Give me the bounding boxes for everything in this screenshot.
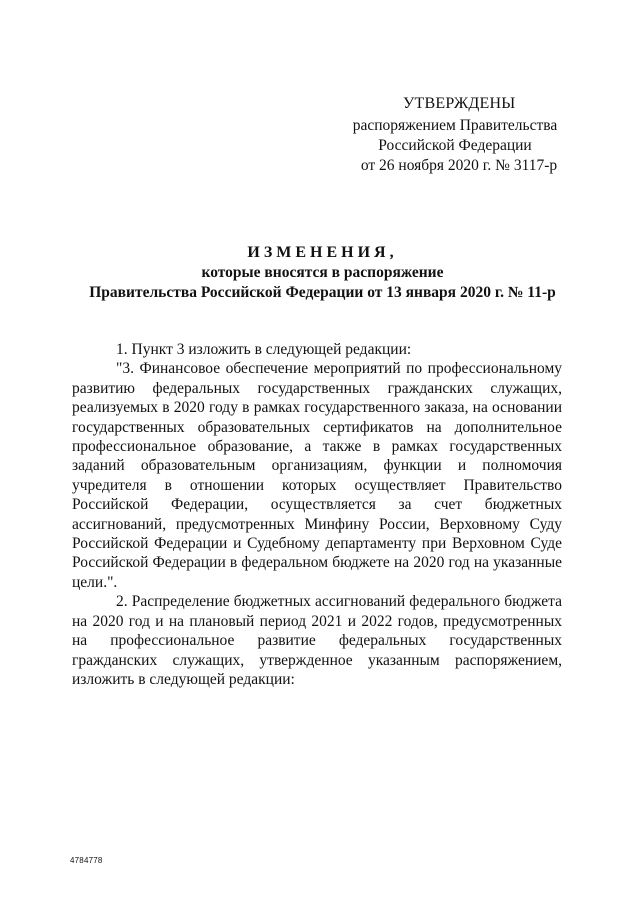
approval-date-line: от 26 ноября 2020 г. № 3117-р [360,157,558,174]
document-heading [70,243,575,303]
heading-subtitle-2: Правительства Российской Федерации от 13 января 2020 г. № 11-р [89,284,556,301]
heading-title: ИЗМЕНЕНИЯ, [247,244,398,261]
paragraph-1: 1. Пункт 3 изложить в следующей редакции: [116,341,412,358]
paragraph-3: 2. Распределение бюджетных ассигнований федерального бюджета на 2020 год и на плановый период 2021 и 2022 годов, предусмотренных на профессиональное развитие федеральных государственных гражданских служащих, утвержденное указанным распоряжением, изложить в следующей редакции: [72,593,562,688]
paragraph-2: "3. Финансовое обеспечение мероприятий по профессиональному развитию федеральных государственных гражданских служащих, реализуемых в 2020 году в рамках государственного заказа, на основании государственных образовательных сертификатов на дополнительное профессиональное образование, а также в рамках государственных заданий образовательным организациям, функции и полномочия учредителя в отношении которых осуществляет Правительство Российской Федерации, осуществляется за счет бюджетных ассигнований, предусмотренных Минфину России, Верховному Суду Российской Федерации и Судебному департаменту при Верховном Суде Российской Федерации в федеральном бюджете на 2020 год на указанные цели.". [72,360,562,591]
document-code: 4784778 [70,856,103,865]
approval-stamp [340,94,580,176]
document-body [72,340,562,689]
heading-subtitle-1: которые вносятся в распоряжение [201,264,444,281]
approval-line-1: распоряжением Правительства [352,117,558,134]
approval-title: УТВЕРЖДЕНЫ [403,95,516,112]
approval-line-2: Российской Федерации [378,137,532,154]
